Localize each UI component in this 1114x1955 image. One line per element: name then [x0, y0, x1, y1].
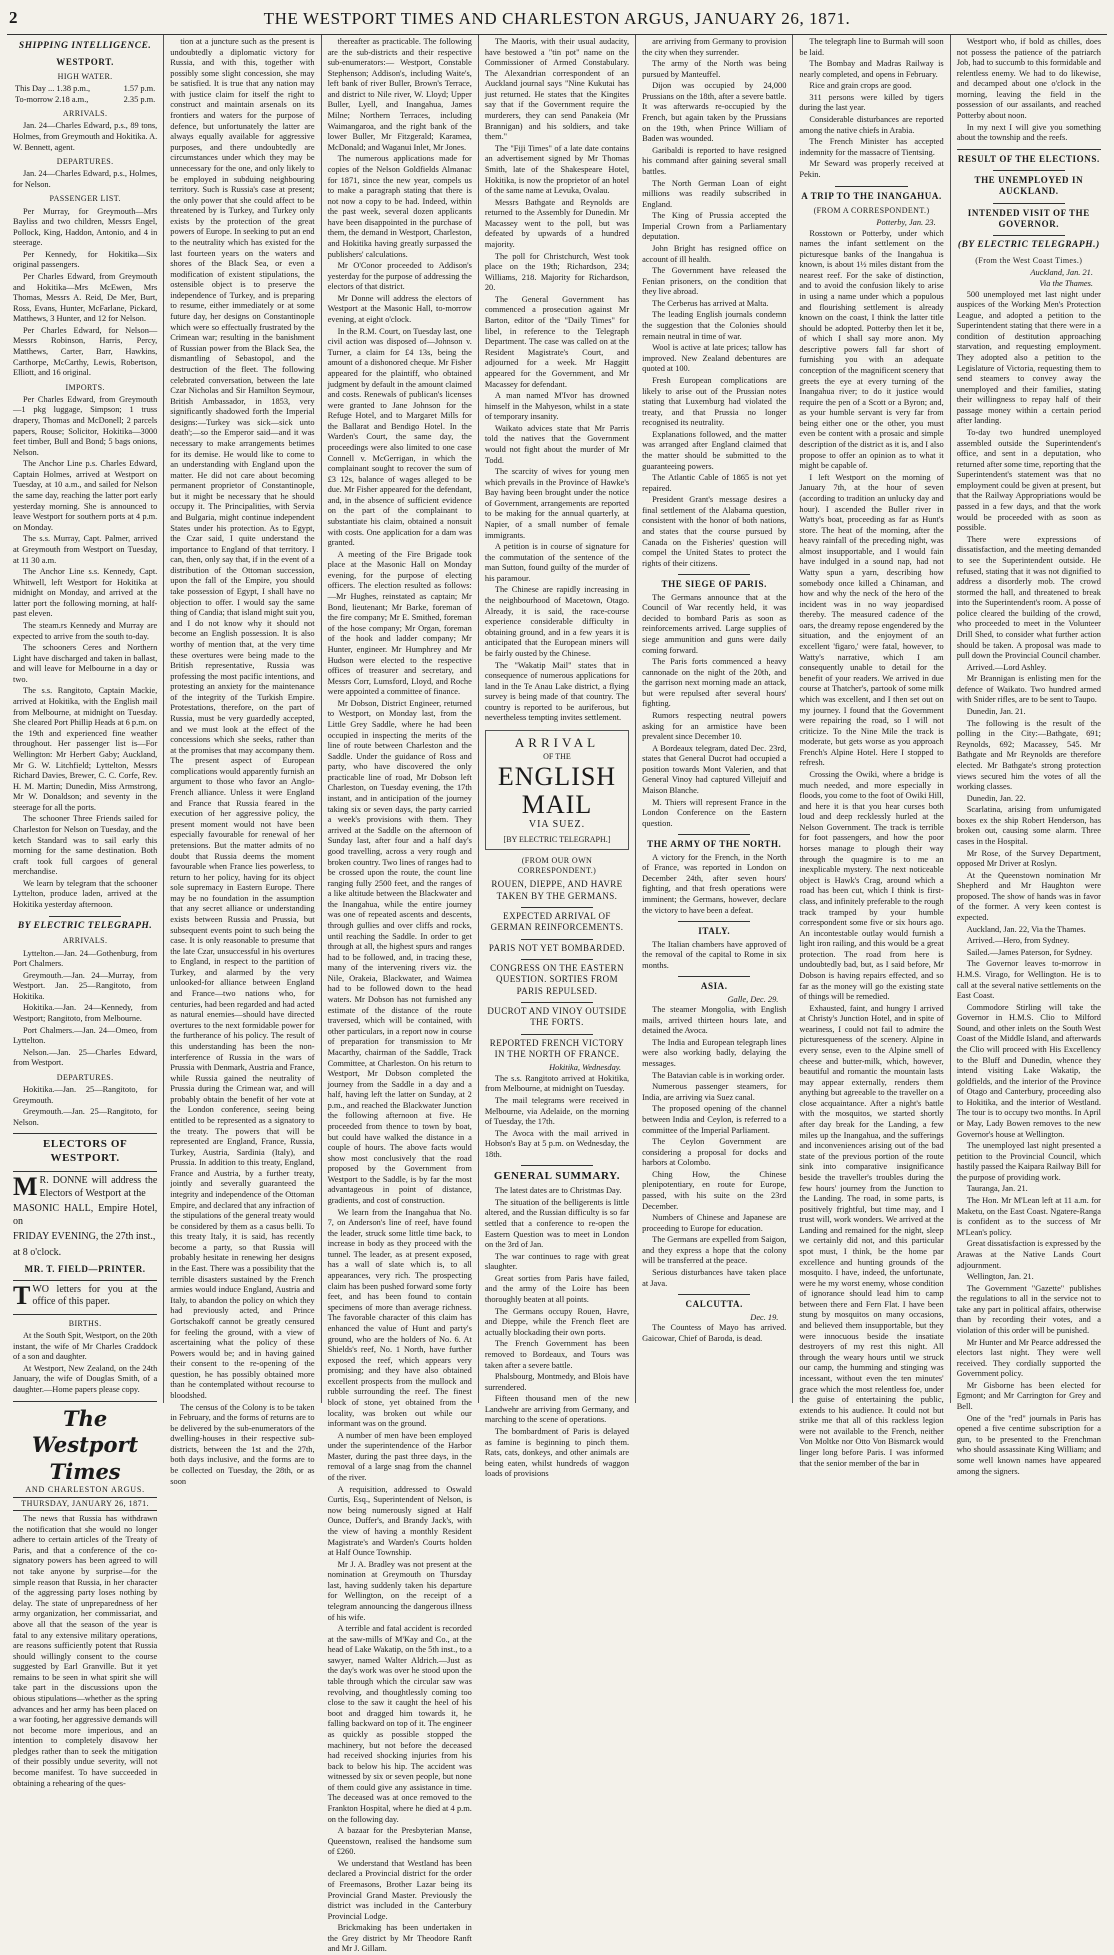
tel-arrivals-heading: ARRIVALS. [62, 936, 108, 946]
paragraph: Per Charles Edward, for Nelson—Messrs Robinson, Harris, Percy, Matthews, Carter, Barr, Hawkins, Carthorpe, McCarthy, Lewis, Robertson, Elliott, and 16 original. [13, 325, 158, 378]
paragraph: The King of Prussia accepted the Imperial Crown from a Parliamentary deputation. [642, 211, 787, 242]
page-number: 2 [9, 8, 18, 27]
result-heading: RESULT OF THE ELECTIONS. [957, 153, 1100, 164]
donne-advert [13, 1172, 158, 1275]
paragraph: The latest dates are to Christmas Day. [494, 1186, 622, 1196]
masthead-title: THE WESTPORT TIMES AND CHARLESTON ARGUS, JANUARY 26, 1871. [263, 9, 851, 28]
tide-value: 1.57 p.m. [123, 84, 156, 94]
calcutta-text [642, 1323, 786, 1344]
column-7 [951, 35, 1107, 1476]
paragraph: A terrible and fatal accident is recorded at the saw-mills of M'Kay and Co., at the head of Lake Wakatip, on the 5th inst., to a sawyer, named Walter Aldrich.—Just as the day's work was over he stood upon the table through which the circular saw was revolving, and thoughtlessly coming too close to the saw it caught the heel of his boot and dragged him towards it, he falling backward on top of it. The engineer as quickly as possible stopped the machinery, but not before the deceased had received shocking injuries from his back to below his hip. The accident was witnessed by six or seven people, but none of them could give any assistance in time. The deceased was at once removed to the Frankton Hospital, where he died at 4 p.m. on the following day. [327, 1624, 472, 1824]
paragraph: are arriving from Germany to provision the city when they surrender. [642, 37, 787, 57]
paper-date: THURSDAY, JANUARY 26, 1871. [13, 1497, 157, 1511]
italy-heading: ITALY. [698, 926, 731, 937]
paragraph: Phalsbourg, Montmedy, and Blois have surrendered. [484, 1372, 630, 1392]
summary-heading: GENERAL SUMMARY. [493, 1170, 621, 1183]
italy-text [642, 940, 786, 972]
paragraph: Rumors respecting neutral powers asking for an armistice have been prevalent since December 10. [642, 711, 787, 742]
paragraph: The Chinese are rapidly increasing in the neighbourhood of Macetown, Otago. Already, it is said, the race-course experience considerable difficulty in obtaining ground, and in a few years it is anticipated that the European miners will be fairly ousted by the Chinese. [484, 585, 630, 658]
paragraph: The Anchor Line s.s. Kennedy, Capt. Whitwell, left Westport for Hokitika at midnight on Monday, and arrived at the latter port the following morning, at half-past eleven. [13, 567, 158, 619]
paragraph: The Countess of Mayo has arrived. Gaicowar, Chief of Baroda, is dead. [642, 1323, 787, 1343]
column-6 [793, 35, 950, 1468]
donne-text: R. DONNE will address the Electors of Westport at the [39, 1175, 158, 1199]
paragraph: Brickmaking has been undertaken in the Grey district by Mr Theodore Ranft and Mr J. Gillam. [327, 1923, 472, 1954]
trip-text [799, 229, 943, 1470]
high-water-heading: HIGH WATER. [57, 72, 113, 82]
paragraph: The poll for Christchurch, West took place on the 19th; Richardson, 234; Williams, 218. Majority for Richardson, 20. [484, 251, 630, 293]
headline-divider [521, 907, 593, 908]
paragraph: Sailed.—James Paterson, for Sydney. [966, 947, 1093, 957]
telegraph-heading: BY ELECTRIC TELEGRAPH. [17, 920, 153, 931]
english-mail-banner [485, 730, 629, 850]
asia-date: Galle, Dec. 29. [727, 994, 779, 1004]
mail-headline: CONGRESS ON THE EASTERN QUESTION. SORTIES FROM PARIS REPULSED. [490, 962, 624, 996]
paragraph: The India and European telegraph lines were also working badly, delaying the messages. [642, 1037, 787, 1069]
column-5 [636, 35, 793, 1403]
paragraph: The schooners Ceres and Northern Light have discharged and taken in ballast, and will leave for Melbourne in a day or two. [13, 643, 158, 684]
paragraph: At the South Spit, Westport, on the 20th instant, the wife of Mr Charles Craddock of a son and daughter. [13, 1331, 158, 1362]
paragraph: The steam.rs Kennedy and Murray are expected to arrive from the south to-day. [13, 621, 158, 641]
trip-date: Potterby, Jan. 23. [876, 217, 936, 227]
imports-text: Per Charles Edward, from Greymouth—1 pkg luggage, Simpson; 1 truss drapery, Thomas and McDonell; 2 parcels papers, Rouse; Solicitor, Hokitika—3000 feet timber, Bull and Bond; 5 bags onions, Nelson. [13, 394, 158, 457]
unemployed-heading: THE UNEMPLOYED IN AUCKLAND. [974, 175, 1084, 197]
headline-divider [521, 959, 593, 960]
local-news [328, 37, 472, 1955]
paragraph: A number of men have been employed under the superintendence of the Harbor Master, during the past three days, in the removal of a large snag from the channel of the river. [327, 1430, 472, 1483]
letters-advert [13, 1280, 158, 1310]
paragraph: Arrived.—Hero, from Sydney. [966, 936, 1070, 946]
auckland-date: Auckland, Jan. 21. [1030, 268, 1093, 278]
paragraph: Waikato advices state that Mr Parris told the natives that the Government would not fight about the murder of Mr Todd. [484, 423, 630, 465]
leader-article: The news that Russia has withdrawn the notification that she would no longer adhere to certain articles of the Treaty of Paris, and that a conference of the co-signatory powers has been agreed to will not take anyone by surprise—for the simple reason that Russia, in her character of the aggressing party loses nothing by delay. The state of unpreparedness of her army organization, her commissariat, and above all that the season of the year is fatal to any extensive military operations, are reasons sufficiently potent that Russia should willingly consent to the course suggested by Earl Granville. But it yet remains to be seen in what spirit she will take part in the discussions upon the obious stipulations—whether as the spring advances and her army has been placed on a war footing, her aggressive demands will not become more imperious, and an intention to completely disavow her pledges rather than to seek the mitigation of their possibly undue severity, will not become manifest. To have succeeded in obtaining a rehearing of the ques- [13, 1514, 158, 1788]
paragraph: Mr Rose, of the Survey Department, opposed Mr Driver at Roslyn. [956, 848, 1101, 869]
tide-row [13, 95, 157, 106]
paragraph: The Governor leaves to-morrow in H.M.S. Virago, for Wellington. He is to call at the several native settlements on the East Coast. [956, 959, 1101, 1001]
paragraph: The numerous applications made for copies of the Nelson Goldfields Almanac for 1871, since the new year, compels us to make a paragraph stating that there is not now a copy to be had. Indeed, within the past week, several dozen applicants have been disappointed in the purchase of them, the demand in Westport, Charleston, and Hokitika having greatly surpassed the publishers' calculations. [327, 154, 472, 259]
paragraph: The scarcity of wives for young men which prevails in the Province of Hawke's Bay having been brought under the notice of Government, arrangements are reported to be making for the annual quarterly, at Napier, of a small number of female immigrants. [484, 467, 630, 540]
asia-text [642, 1005, 786, 1289]
paragraph: Per Charles Edward, from Greymouth and Hokitika—Mrs McEwen, Mrs Thomas, Messrs A. Reid, De Mer, Burt, Ross, Evans, Hunter, McFarlane, Pickard, Matthews, 3 Hunter, and 12 for Nelson. [13, 272, 158, 324]
asia-heading: ASIA. [700, 981, 728, 992]
paragraph: The army of the North was being pursued by Manteuffel. [642, 59, 787, 79]
paragraph: At Westport, New Zealand, on the 24th January, the wife of Douglas Smith, of a daughter.—Home papers please copy. [13, 1363, 158, 1395]
paragraph: President Grant's message desires a final settlement of the Alabama question, consistent with the honor of both nations, and states that the course pursued by Canada on the Fisheries' question will compel the United States to protect the rights of their citizens. [642, 495, 787, 568]
mail-english: ENGLISH MAIL [497, 762, 617, 820]
paragraph: Mr Seward was properly received at Pekin. [799, 159, 944, 179]
westport-heading: WESTPORT. [56, 56, 114, 67]
paragraph: Rice and grain crops are good. [809, 81, 912, 91]
tide-label: To-morrow 2.18 a.m., [15, 94, 89, 104]
paragraph: Tauranga, Jan. 21. [966, 1184, 1028, 1194]
paragraph: Explanations followed, and the matter was arranged after England claimed that the matter should be submitted to the guaranteeing powers. [642, 429, 787, 471]
governor-heading: INTENDED VISIT OF THE GOVERNOR. [967, 207, 1090, 230]
paragraph: The s.s. Rangitoto arrived at Hokitika, from Melbourne, at midnight on Tuesday. [484, 1073, 630, 1094]
paragraph: The Germans are expelled from Saigon, and they express a hope that the colony will be transferred at the peace. [642, 1235, 787, 1266]
paragraph: Per Kennedy, for Hokitika—Six original passengers. [13, 249, 158, 270]
mail-headline: REPORTED FRENCH VICTORY IN THE NORTH OF FRANCE. [489, 1037, 625, 1059]
column-4 [479, 35, 636, 1479]
paragraph: Messrs Bathgate and Reynolds are returned to the Assembly for Dunedin. Mr Macassey went to the poll, but was defeated by upwards of a hundred majority. [484, 197, 630, 249]
paragraph: The Ceylon Government are considering a proposal for docks and harbors at Colombo. [642, 1137, 787, 1168]
paragraph: Great sorties from Paris have failed, and the army of the Loire has been thoroughly beaten at all points. [484, 1273, 630, 1305]
paragraph: The leading English journals condemn the suggestion that the Colonies should remain neutral in time of war. [642, 310, 787, 341]
paragraph: The Anchor Line p.s. Charles Edward, Captain Holmes, arrived at Westport on Tuesday, at 10 a.m., and sailed for Nelson the same day, reaching the latter port early yesterday morning. She is announced to leave Westport for southern ports at 4 p.m. on Monday. [13, 459, 158, 532]
telegram-news [957, 290, 1101, 1478]
paragraph: We learn by telegram that the schooner Lyttelton, produce laden, arrived at the Hokitika yesterday afternoon. [13, 878, 158, 910]
paragraph: The telegraph line to Burmah will soon be laid. [799, 37, 944, 57]
tide-row [13, 84, 157, 95]
paragraph: Considerable disturbances are reported among the native chiefs in Arabia. [799, 115, 944, 135]
paragraph: At the Queenstown nomination Mr Shepherd and Mr Haughton were proposed. The show of hands was in favor of the former. A very keen contest is expected. [956, 870, 1101, 923]
paragraph: The French Government has been removed to Bordeaux, and Tours was taken after a severe battle. [484, 1339, 630, 1370]
donne-time: at 8 o'clock. [13, 1246, 62, 1258]
via-thames: Via the Thames. [1039, 278, 1093, 288]
mail-correspondent: (FROM OUR OWN CORRESPONDENT.) [517, 856, 597, 876]
paragraph: Mr J. A. Bradley was not present at the nomination at Greymouth on Thursday last, having suddenly taken his departure for Wellington, on the receipt of a telegram announcing the dangerous illness of his wife. [327, 1559, 472, 1622]
mail-headline: ROUEN, DIEPPE, AND HAVRE TAKEN BY THE GERMANS. [491, 879, 623, 901]
paragraph: The Government "Gazette" publishes the regulations to all in the service not to take any part in political affairs, otherwise than by recording their votes, and a violation of this order will be punished. [956, 1283, 1101, 1335]
mail-by: [BY ELECTRIC TELEGRAPH.] [503, 835, 611, 845]
tel-departures-heading: DEPARTURES. [56, 1072, 114, 1082]
paragraph: Mr Dobson, District Engineer, returned to Westport, on Monday last, from the Little Grey Saddle, where he had been occupied in inspecting the merits of the line of route between Charleston and the Saddle. Under the guidance of Ross and party, who have discovered the only practicable line of road, Mr Dobson left Charleston, on Tuesday evening, the 17th instant, and in anticipation of the journey taking six or seven days, the party carried a week's provisions with them. They arrived at the Saddle on the afternoon of Sunday last, after four and a half day's good travelling, across a very rough and broken country. Two lines of ranges had to be crossed upon the route, the count line ranging fully 2500 feet, and the ranges of a like altitude between the Blackwater and the Inangahua, while the entire journey was one of repeated ascents and descents, through gullies and over cliffs and rocks, until reaching the Saddle. In order to get through at all, the highest spurs and ranges had to be followed, and, in tracing these, many of the intervening rivers viz. the Nile, Orakeia, Blackwater, and Waimea had to be followed down to the head waters. Mr Dobson has not furnished any estimate of the distance of the route traversed, which will be contained, with other particulars, in a report now in course of preparation for transmission to Mr Macarthy, chairman of the Saddle, Track Committee, at Charleston. On his return to Westport, Mr Dobson completed the journey from the Saddle in a day and a half, having left the latter on Sunday, at 2 p.m., and reached the Blackwater Junction the following afternoon at five. He proceeded from thence to town by boat, but could have walked the distance in a couple of hours. The above facts would show most conclusively that the road proposed by the Government from Westport to the Saddle, is by far the most advantageous in point of distance, gradients, and cost of construction. [327, 698, 472, 1206]
paragraph: The mail telegrams were received in Melbourne, via Adelaide, on the morning of Tuesday, the 17th. [484, 1095, 630, 1127]
paragraph: Numerous passenger steamers, for India, are arriving via Suez canal. [642, 1082, 787, 1102]
paragraph: Dunedin, Jan. 21. [966, 707, 1026, 717]
trip-continued [957, 37, 1101, 144]
paragraph: The North German Loan of eight millions was readily subscribed in England. [642, 178, 787, 209]
column-1 [7, 35, 164, 1788]
north-heading: THE ARMY OF THE NORTH. [647, 839, 782, 850]
paragraph: Auckland, Jan. 22, Via the Thames. [966, 924, 1086, 934]
paragraph: Fifteen thousand men of the new Landwehr are arriving from Germany, and marching to the scene of operations. [484, 1394, 630, 1425]
headline-divider [521, 1002, 593, 1003]
printer-line: MR. T. FIELD—PRINTER. [24, 1263, 146, 1274]
masthead [7, 6, 1107, 35]
trip-heading: A TRIP TO THE INANGAHUA. [801, 190, 942, 201]
paragraph: The following is the result of the polling in the City:—Bathgate, 691; Reynolds, 692; Macassey, 545. Mr Bathgate and Mr Reynolds are therefore elected. Mr Bathgate's strong protection views secured him the votes of all the working classes. [956, 718, 1101, 792]
paragraph: Hokitika.—Jan. 25—Rangitoto, for Greymouth. [13, 1084, 158, 1105]
paragraph: The schooner Three Friends sailed for Charleston for Nelson on Tuesday, and the ketch Standard was to sail early this morning for the same destination. Both craft took full cargoes of general merchandise. [13, 814, 158, 877]
mail-arrival: ARRIVAL [514, 735, 600, 750]
paragraph: M. Thiers will represent France in the London Conference on the Eastern question. [642, 797, 787, 828]
headline-divider [521, 1034, 593, 1035]
calcutta-date: Dec. 19. [750, 1312, 779, 1322]
mail-headline: DUCROT AND VINOY OUTSIDE THE FORTS. [487, 1005, 627, 1028]
electors-heading: ELECTORS OF WESTPORT. [42, 1138, 128, 1165]
births-list [13, 1331, 157, 1395]
paragraph: The bombardment of Paris is delayed as famine is beginning to pinch them. Rats, cats, donkeys, and other animals are being eaten, whilst hundreds of waggon loads of provisions [484, 1427, 630, 1479]
paragraph: The unemployed last night presented a petition to the Provincial Council, which hastily passed the Kaipara Railway Bill for the purpose of providing work. [956, 1141, 1101, 1182]
letters-text: WO letters for you at the office of this paper. [32, 1283, 158, 1308]
mail-dateline: Hokitika, Wednesday. [549, 1063, 622, 1073]
paragraph: Mr Hunter and Mr Pearce addressed the electors last night. They were well received. They cordially supported the Government policy. [956, 1337, 1101, 1379]
tide-label: This Day ... 1.38 p.m., [15, 84, 91, 94]
tel-departures [13, 1085, 157, 1128]
paragraph: To-day two hundred unemployed assembled outside the Superintendent's office, and sent in a deputation, who returned after some time, reporting that the Superintendent's statement was that no employment could be given at present, but that the Railway Appropriations would be passed in a few days, and that the work would be proceeded with as soon as possible. [956, 428, 1101, 533]
paragraph: The s.s. Murray, Capt. Palmer, arrived at Greymouth from Westport on Tuesday, at 11 30 a.m. [13, 534, 158, 565]
mail-via: VIA SUEZ. [528, 819, 586, 831]
paragraph: We understand that Westland has been declared a Provincial district for the order of Freemasons, Brother Lazar being its Provincial Grand Master. Previously the district was included in the Canterbury Provincial Lodge. [327, 1858, 472, 1921]
departures-heading: DEPARTURES. [56, 157, 114, 167]
paragraph: The steamer Mongolia, with English mails, arrived thirteen hours late, and detained the Avoca. [642, 1005, 787, 1036]
paragraph: tion at a juncture such as the present is undoubtedly a diplomatic victory for Russia, and with this, together with possibly some slight concession, she may be satisfied. It is true that any nation may with justice claim for itself the right to construct and maintain arsenals on its frontiers and waters for the purpose of defence, but unfortunately the latter are always equally available for aggressive purposes, and there undoubtedly are circumstances under which they may be unnecessary for the one, and only likely to be employed in subduing neighbouring territory. Such is Russia's case at present; the only power that she could affect to be threatened by is Turkey, and Turkey only exists by the protection of the great powers of Europe. In seeking to put an end to the neutrality which has existed for the last fourteen years on the waters and shores of the Black Sea, or even a modification of existent stipulations, the ostensible object is to preserve the independence of Turkey, and is preparing to resume, either immediately or at some future day, her designs on Constantinople which were so effectually frustrated by the Crimean war; resulting in the banishment of Russian power from the Black Sea, the dismantling of Sebastopol, and the destruction of the fleet. The following celebrated conversation, between the late Czar Nicholas and Sir Hamilton Seymour, British Ambassador, in 1853, very significantly shadowed forth the Imperial designs:—Turkey was sick—sick unto death';—so the Emperor said—and it was necessary to make arrangements betimes for its demise. He would like to come to an understanding with England upon the matter. He did not care about becoming permanent proprietor of Constantinople, but it might be necessary that he should occupy it. The Principalities, with Servia and Bulgaria, might continue independent States under his protection. As to Egypt, the Czar said, I quite understand the importance to England of that territory. I can, then, only say that, if in the event of a distribution of the Ottoman succession, upon the fall of the Empire, you should take possession of Egypt, I shall have no objection to offer. I would say the same thing of Candia; that island might suit you, and I do not know why it should not become an English possession. It is also worthy of mention that, at the very time these overtures were being made to the British representative, Russia was professing the most pacific intentions, and protesting an anxiety for the maintenance of the integrity of the Turkish Empire. Protestations, therefore, on the part of Russia, must be very guardedly accepted, and we must look at the effect of the concessions which she seeks, rather than at the promises that may accompany them. The present aspect of European complications would apparently furnish an argument to those who favor an Anglo-French alliance. Unless it were England and France that Russia feared in the execution of her aggressive policy, the present moment would not have been especially favourable for renewal of her pretensions. But the matter admits of no doubt that Russia deems the moment favourable when France lies powerless, to return to her policy, having for its object sole supremacy in Eastern Europe. There may be no foundation in the assumption that any secret alliance or understanding exists between Russia and Prussia, but subsequent events point to such being the case. It is only reasonable to presume that the late Czar, unsuccessful in his overtures to England, in respect to the partition of Turkey, and alarmed by the very unlooked-for alliance between England and France—two nations who, for centuries, had been regarded and had acted as natural enemies—should have directed overtures to the next formidable power for the furtherance of his policy. The result of this understanding has been the non-interference of Russia in the wars of Prussia with Denmark, Austria and France, while Russia gained the neutrality of Prussia during the Crimean war, and will probably obtain the benefit of her vote at the London conference, seeing being entitled to be represented as a signatory to the treaty. The powers that will be represented are England, France, Russia, Turkey, Austria, Sardinia (Italy), and Prussia. In addition to this treaty, England, France and Austria, by a further treaty, jointly and severally guaranteed the integrity and independence of the Ottoman Empire, and declared that any infraction of the stipulations of the general treaty would be considered by them as a casus belli. To this treaty Italy, it is said, has recently become a party, so that Russia will probably hesitate in renewing her designs in the East. There was a possibility that the terrible disasters sustained by the French armies would induce England, Austria and Italy, to abandon the policy on which they had previously acted, and Prince Gortschakoff cannot be greatly censured for feeling the ground, with a view of ascertaining what the policy of these Powers would be; and in having gained their consent to the re-opening of the question, he has possibly obtained more than he contemplated without recourse to bloodshed. [170, 37, 315, 1400]
paragraph: The Germans announce that at the Council of War recently held, it was decided to bombard Paris as soon as reinforcements arrived. Large supplies of siege ammunition and guns were daily coming forward. [642, 592, 787, 655]
paragraph: Dunedin, Jan. 22. [966, 793, 1026, 803]
paragraph: The Hon. Mr M'Lean left at 11 a.m. for Maketu, on the East Coast. Ngatere-Ranga is confident as to the success of Mr M'Lean's policy. [956, 1196, 1101, 1237]
summary-text [485, 1186, 629, 1480]
paragraph: The s.s. Rangitoto, Captain Mackie, arrived at Hokitika, with the English mail from Melbourne, at midnight on Tuesday. She cleared Port Phillip Heads at 6 p.m. on the 19th and experienced fine weather throughout. Her passenger list is—For Wellington: Mr Herbert Gaby; Auckland, Mr G. W. Litchfield; Lyttelton, Messrs Richard Davies, Brewer, C. C. Corfe, Rev. H. M. Martin; Dunedin, Miss Armstrong, Mr W. Donaldson; and seventy in the steerage for all the ports. [13, 686, 158, 812]
paragraph: The Bombay and Madras Railway is nearly completed, and opens in February. [799, 59, 944, 79]
paragraph: The Maoris, with their usual audacity, have bestowed a "tin pot" name on the Commissioner of Armed Constabulary. The Alexandrian correspondent of an Auckland journal says "Nine Kukutai has just returned. He states that the Kingites say that if the Government require the murderers, they can send Panakeia (Mr Brannigan) and his soldiers, and take them." [484, 37, 630, 142]
paragraph: Scarlatina, arising from unfumigated boxes ex the ship Robert Henderson, has broken out, causing some alarm. Three cases in the Hospital. [956, 805, 1101, 846]
paragraph: The Cerberus has arrived at Malta. [652, 298, 769, 308]
paragraph: The situation of the belligerents is little altered, and the Russian difficulty is so far settled that a conference to re-open the Eastern Question was to meet in London on the 3rd of Jan. [484, 1197, 630, 1250]
paragraph: A man named M'Ivor has drowned himself in the Mahyeson, whilst in a state of temporary insanity. [484, 391, 630, 422]
paragraph: Port Chalmers.—Jan. 24—Omeo, from Lyttelton. [13, 1025, 158, 1046]
paragraph: The Avoca with the mail arrived in Hobson's Bay at 5 p.m. on Wednesday, the 18th. [484, 1128, 630, 1159]
paragraph: Hokitika.—Jan. 24—Kennedy, from Westport; Rangitoto, from Melbourne. [13, 1003, 158, 1023]
paragraph: The Italian chambers have approved of the removal of the capital to Rome in six months. [642, 939, 787, 970]
headline-divider [521, 939, 593, 940]
paragraph: Commodore Stirling will take the Governor in H.M.S. Clio to Milford Sound, and other inlets on the South West Coast of the Middle Island, and afterwards the Clio will proceed with His Excellency to the Bluff and Dunedin, whence they intend visiting Lake Wakatip, the goldfields, and the interior of the Province of Otago and Canterbury, proceeding also to Hokitika, and the interior of Westland. The tour is to occupy two months. In April or May, Lady Bowen removes to the new Governor's house at Wellington. [956, 1002, 1101, 1139]
paragraph: Per Murray, for Greymouth—Mrs Bayliss and two children, Messrs Engel, Pollock, King, Haddon, Antonio, and 4 in steerage. [13, 206, 158, 248]
paper-subtitle: AND CHARLESTON ARGUS. [25, 1484, 145, 1494]
paragraph: Dijon was occupied by 24,000 Prussians on the 18th, after a severe battle. It was afterwards re-occupied by the French, but again taken by the Prussians on the 19th, when Prince William of Baden was wounded. [642, 81, 787, 144]
drop-cap: M [13, 1172, 38, 1201]
telegraph-heading-2: (BY ELECTRIC TELEGRAPH.) [957, 240, 1100, 251]
mail-headline: EXPECTED ARRIVAL OF GERMAN REINFORCEMENTS. [490, 910, 624, 933]
paragraph: In the R.M. Court, on Tuesday last, one civil action was disposed of—Johnson v. Turner, a claim for £4 13s, being the amount of a dishonored cheque. Mr Fisher appeared for the plaintiff, who obtained judgment by default in the amount claimed and costs. Renewals of publican's licenses were granted to Jane Johnson for the Refuge Hotel, and to Margaret Mills for the Ballarat and Bendigo Hotel. In the Warden's Court, the same day, the proceedings were also limited to one case Connell v. McGerrigan, in which the complainant sought to recover the sum of £3 12s, balance of wages alleged to be due. Mr Fisher appeared for the defendant, and, in the absence of sufficient evidence on the part of the complainant to substantiate his claim, obtained a nonsuit with costs. One application for a dam was granted. [327, 326, 472, 548]
paragraph: thereafter as practicable. The following are the sub-districts and their respective sub-enumerators:— Westport, Constable Stephenson; Addison's, including Waite's, left bank of river Buller, Brown's Terrace, and district to Nile river, W. Lloyd; Upper Buller, Lyell, and Inangahua, James Milne; Northern Terraces, including Waimangaroa, and the right bank of the lower Buller, Mr Fitzgerald; Karamea, McDonald; and Waganui Inlet, Mr Jones. [327, 37, 472, 152]
paragraph: 311 persons were killed by tigers during the last year. [799, 92, 944, 113]
paragraph: A petition is in course of signature for the commutation of the sentence of the man Sutton, found guilty of the murder of his paramour. [484, 542, 630, 583]
paragraph: We learn from the Inangahua that No. 7, on Anderson's line of reef, have found the leader, struck some little time back, to increase in body as they proceed with the tunnel. The leader, as at present exposed, has a wall of slate which is, to all appearances, very rich. The prospecting claim has been pushed forward some forty feet, and has been found to contain specimens of more than average richness. The favorable character of this claim has enhanced the value of Hunt and party's ground, who are the holders of No. 6. At Shields's reef, No. 1 North, have further exposed the reef, which appears very promising; and they have also obtained excellent prospects from the mullock and rubble surrounding the reef. The finest block of stone, yet obtained from the locality, was broken out while our informant was on the ground. [327, 1207, 472, 1429]
paragraph: A bazaar for the Presbyterian Manse, Queenstown, realised the handsome sum of £260. [327, 1826, 472, 1857]
paragraph: John Bright has resigned office on account of ill health. [642, 243, 787, 264]
paragraph: The Atlantic Cable of 1865 is not yet repaired. [642, 473, 787, 493]
paragraph: The Germans occupy Rouen, Havre, and Dieppe, while the French fleet are actually blockading their own ports. [484, 1306, 630, 1337]
paragraph: Wellington, Jan. 21. [966, 1272, 1034, 1282]
arrivals-text: Jan. 24—Charles Edward, p.s., 89 tons, Holmes, from Greymouth and Hokitika. A. W. Bennett, agent. [13, 121, 158, 152]
passenger-heading: PASSENGER LIST. [49, 194, 121, 204]
paragraph: Greymouth.—Jan. 25—Rangitoto, for Nelson. [13, 1107, 158, 1127]
paragraph: Fresh European complications are likely to arise out of the Prussian notes stating that Luxemburg had violated the treaty, and that Prussia no longer recognised its neutrality. [642, 375, 787, 428]
paragraph: The proposed opening of the channel between India and Ceylon, is referred to a committee of the Imperial Parliament. [642, 1104, 787, 1135]
departures-text: Jan. 24—Charles Edward, p.s., Holmes, for Nelson. [13, 169, 158, 189]
paragraph: Mr O'Conor proceeded to Addison's yesterday for the purpose of addressing the electors of that district. [327, 261, 472, 292]
paragraph: A Bordeaux telegram, dated Dec. 23rd, states that General Ducrot had occupied a position towards Mont Valerien, and that General Vinoy had captured Villejuif and Maison Blanche. [642, 743, 787, 796]
paragraph: Greymouth.—Jan. 24—Murray, from Westport. Jan. 25—Rangitoto, from Hokitika. [13, 970, 158, 1001]
paragraph: Exhausted, faint, and hungry I arrived at Christy's Junction Hotel, and in spite of weariness, I could not fail to admire the picturesqueness of the scenery. Alpine in every sense, even to the Alpine smell of cheese and butter-milk, which, however, beautiful and romantic the mountain lasts may appear externally, renders them anything but agreeable to the traveller on a close acquaintance. After a night's battle with the mosquitos, we started shortly after day break for the Landing, a few miles up the Inangahua, and the sufferings and inconveniences arising out of the bad state of the previous portion of the route sink into comparative insignificance beside the traveller's troubles during the few hours' journey from the Junction to the Landing. The road, in some parts, is positively frightful, but time may, and I trust will, work wonders. We arrived at the Landing and remained for the night, sleep we certainly did not, and this particular spot must, I think, be the home par excellence and hunting grounds of the mosquito. I have, indeed, the unfortunate, were he my worst enemy, whose condition of ignorance should lead him to camp between there and Fern Flat. I have been stung by mosquitos on many occasions, and believed them insupportable, but they were innocuous beside the insatiate destroyers of my rest this night. All through the weary hours until we struck our camp, the humming and stinging was incessant, without even the ten minutes' grace which the most relentless foe, under the guise of entertaining the public, extends to his audience. It could not but strike me that all of this rackless legion were not available to the French, neither Von Moltke nor Otto Von Bismarck would linger long before Paris. I was informed that the senior member of the bar in [799, 1003, 944, 1468]
paragraph: The Paris forts commenced a heavy cannonade on the night of the 20th, and the garrison next morning made an attack, but were repulsed after several hours' fighting. [642, 657, 787, 709]
paragraph: Great dissatisfaction is expressed by the Arawas at the Native Lands Court adjournment. [956, 1239, 1101, 1270]
paragraph: One of the "red" journals in Paris has opened a five centime subscription for a gun, to be presented to the Frenchman who should assassinate King William; and some well known names have appeared among the signers. [956, 1413, 1101, 1476]
paragraph: Mr Brannigan is enlisting men for the defence of Waikato. Two hundred armed with Snider rifles, are to be sent to Taupo. [956, 674, 1101, 705]
donne-when: FRIDAY EVENING, the 27th inst., [13, 1231, 156, 1243]
paragraph: Lyttelton.—Jan. 24—Gothenburg, from Port Chalmers. [13, 948, 158, 969]
paragraph: I left Westport on the morning of January 7th, at the hour of seven (according to tradition an unlucky day and hour). I ascended the Buller river in Watty's boat, proceeding as far as Hunt's store. The heat of the morning, after the heavy rainfall of the preceding night, was almost insupportable, and I would fain have indulged in a sound nap, had not Watty spun a yarn, describing how somebody once killed a Chinaman, and how and why the neck of the hero of the incident was in no way jeopardised thereby. The measured cadence of the oars, the dreamy repose engendered by the situation, and the enjoyment of an excellent 'figaro,' were fatal, however, to Watty's narrative, which I am consequently unable to detail for the benefit of your readers. We arrived in due course at Thatcher's, partook of some milk which was excellent, and I then set out on my journey. I found that the Government were repairing the road, so I will not criticize. To the Nine Mile the track is moderate, but gets worse as you approach French's Alpine Hotel. Here I stopped to refresh. [799, 472, 944, 768]
summary-continued [642, 37, 786, 569]
leader-continued [170, 37, 314, 1487]
trip-correspondent: (FROM A CORRESPONDENT.) [813, 205, 930, 215]
asia-continued [799, 37, 943, 181]
drop-cap: T [13, 1280, 31, 1310]
paragraph: Rosstown or Potterby, under which names the infant settlement on the picturesque banks of the Inangahua is known, is about 1½ miles distant from the nearest reef. For the sake of distinction, and to avoid the confusion likely to arise in using a name under which a populous and flourishing settlement is already known on the coast, I think the latter title should be adopted. Potterby then let it be, of which I shall say more anon. My descriptive powers fall far short of furnishing you with an adequate conception of the magnificent scenery that greets the eye at every turning of the Inangahua river; to do it justice would require the pen of a Scott or a Byron; and, as your humble servant is very far from being either one or the other, you must even be content with a prosaic and simple description of the district as it is, and I also propose to offer an opinion as to what it might be capable of. [799, 228, 944, 471]
shipping-heading: SHIPPING INTELLIGENCE. [18, 41, 152, 51]
paragraph: The Government have released the Fenian prisoners, on the condition that they live abroad. [642, 266, 787, 297]
siege-heading: THE SIEGE OF PARIS. [661, 579, 767, 590]
paragraph: In my next I will give you something about the township and the reefs. [956, 122, 1101, 143]
paragraph: Numbers of Chinese and Japanese are proceeding to Europe for education. [642, 1213, 787, 1233]
paragraph: The French Minister has accepted indemnity for the massacre of Tientsing. [799, 137, 944, 157]
passenger-list [13, 207, 157, 379]
paragraph: Wool is active at late prices; tallow has improved. New Zealand debentures are quoted at 100. [642, 343, 787, 374]
paper-nameplate: The Westport Times [32, 1405, 139, 1484]
mail-headline: PARIS NOT YET BOMBARDED. [488, 942, 626, 953]
paragraph: Mr Donne will address the electors of Westport at the Masonic Hall, to-morrow evening, at eight o'clock. [327, 293, 472, 325]
tide-value: 2.35 p.m. [123, 94, 156, 104]
paragraph: A requisition, addressed to Oswald Curtis, Esq., Superintendent of Nelson, is now being numerously signed at Half Ounce, Duffer's, and Brandy Jack's, with the view of having a monthly Resident Magistrate's and Warden's Courts holden at Half Ounce Township. [327, 1484, 472, 1558]
births-heading: BIRTHS. [68, 1319, 102, 1329]
paragraph: The General Government has commenced a prosecution against Mr Barton, editor of the "Daily Times" for libel, in reference to the Telegraph Department. The case was called on at the Resident Magistrate's Court, and adjourned for a week. Mr Haggitt appeared for the Government, and Mr Macassey for defendant. [484, 294, 630, 389]
paragraph: A victory for the French, in the North of France, was reported in London on December 24th, after seven hours' fighting, and that fresh operations were imminent; the Germans, however, declare the victory to have been a defeat. [642, 852, 787, 915]
newspaper-page [7, 6, 1107, 1954]
paragraph: Nelson.—Jan. 25—Charles Edward, from Westport. [13, 1047, 158, 1068]
paragraph: A meeting of the Fire Brigade took place at the Masonic Hall on Monday evening, for the purpose of electing officers. The election resulted as follows:—Mr Hughes, reinstated as captain; Mr Bond, lieutenant; Mr Barke, foreman of the fire company; Mr E. Smithed, foreman of the hose company; Mr Organ, foreman of the hook and ladder company; Mr Hunter, engineer. Mr Humphrey and Mr Hudson were elected to the respective offices of treasurer and secretary, and Messrs Corr, Lumsford, Lloyd, and Roche were appointed a committee of finance. [327, 549, 472, 697]
paragraph: Arrived.—Lord Ashley. [966, 662, 1047, 672]
calcutta-heading: CALCUTTA. [685, 1299, 744, 1310]
paragraph: Crossing the Owiki, where a bridge is much needed, and more especially in floods, you come to the foot of Owiki Hill, and here it is that you hear curses both loud and deep recklessly hurled at the Nelson Government. The track is terrible for foot passengers, and how the poor horses manage to plough their way through the quagmire is to me an inexplicable mystery. The next noticeable object is Hawk's Crag, around which a road has been cut, which I think is first-class, and infinitely preferable to the rough track tramped by your humble correspondent some five or six hours ago. An incontestable outlay would furnish a light iron railing, and this would be a great protection. The road from here is undoubtedly bad, but, as I said before, Mr Dobson is having repairs effected, and so far as the money will go the existing state of things will be remedied. [799, 769, 944, 1002]
paragraph: The "Fiji Times" of a late date contains an advertisement signed by Mr Thomas Smith, late of the Shakespeare Hotel, Hokitika, is now the proprietor of an hotel of the same name at Levuka, Ovalau. [484, 143, 630, 196]
paragraph: The Batavian cable is in working order. [652, 1070, 785, 1080]
tel-arrivals [13, 949, 157, 1069]
paragraph: Westport who, if bold as chilles, does not possess the patience of the patriarch Job, had to succumb to this formidable and relentless enemy. We had to do likewise, and decamped about one o'clock in the morning, leaving the field in the possession of our assailants, and reached Potterby about noon. [956, 37, 1101, 121]
mail-of-the: OF THE [543, 752, 571, 762]
paragraph: Mr Gisborne has been elected for Egmont; and Mr Carrington for Grey and Bell. [956, 1380, 1101, 1412]
paragraph: 500 unemployed met last night under auspices of the Working Men's Protection League, and adopted a petition to the Superintendent stating that there were in a condition of destitution approaching starvation, and requesting employment. They adopted also a petition to the Legislature of Victoria, requesting them to send steamers to convey away the unemployed and their families, stating their willingness to repay half of their passage money within a certain period after landing. [956, 289, 1101, 426]
paragraph: The "Wakatip Mail" states that in consequence of numerous applications for land in the Te Anau Lake district, a flying survey is being made of that country. The country is reported to be auriferous, but nevertheless tempting invites settlement. [484, 660, 630, 723]
paragraph: The census of the Colony is to be taken in February, and the forms of returns are to be delivered by the sub-enumerators of the dwelling-houses in their respective sub-districts, between the 1st and the 27th, both days inclusive, and the forms are to be collected on Tuesday, the 28th, or as soon [170, 1402, 315, 1486]
arrivals-heading: ARRIVALS. [62, 109, 108, 119]
siege-text [642, 593, 786, 830]
anchor-notes [13, 459, 157, 910]
imports-heading: IMPORTS. [65, 382, 105, 392]
mail-text [485, 1074, 629, 1161]
column-2 [164, 35, 321, 1486]
paragraph: Ching How, the Chinese plenipotentiary, en route for Europe, passed, with his suite on the 23rd December. [642, 1169, 787, 1211]
paragraph: There were expressions of dissatisfaction, and the meeting demanded to see the Superintendent outside. He refused, stating that it was not dignified to address a disorderly mob. The crowd stormed the hall, and threatened to break into the Superintendent's room. A posse of police cleared the building of the crowd, who proceeded to meet in the Volunteer Drill Shed, to consider what further action should be taken. A proposal was made to pull down the Provincial Council chamber. [956, 534, 1101, 661]
from-west-coast: (From the West Coast Times.) [975, 256, 1083, 266]
paragraph: The war continues to rage with great slaughter. [484, 1251, 630, 1272]
paragraph: Garibaldi is reported to have resigned his command after gaining several small battles. [642, 145, 787, 176]
mail-headlines [485, 879, 629, 1060]
paragraph: Serious disturbances have taken place at Java. [642, 1268, 787, 1288]
column-3 [322, 35, 479, 1954]
colonial-news [485, 37, 629, 724]
north-text [642, 853, 786, 916]
donne-venue: MASONIC HALL, Empire Hotel, on [13, 1203, 158, 1227]
